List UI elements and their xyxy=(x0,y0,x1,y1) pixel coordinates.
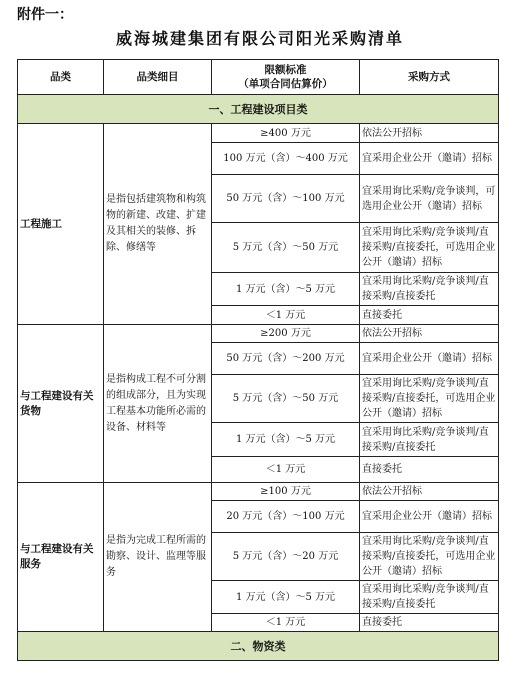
section-title: 一、工程建设项目类 xyxy=(18,95,499,124)
limit-cell: 5 万元（含）～50 万元 xyxy=(212,223,360,273)
category-cell: 与工程建设有关货物 xyxy=(18,325,104,483)
detail-cell: 是指构成工程不可分割的组成部分，且为实现工程基本功能所必需的设备、材料等 xyxy=(104,325,212,483)
limit-cell: 1 万元（含）～5 万元 xyxy=(212,273,360,306)
page-title: 威海城建集团有限公司阳光采购清单 xyxy=(115,29,404,48)
method-cell: 宜采用询比采购/竞争谈判/直接采购/直接委托，可选用企业公开（邀请）招标 xyxy=(360,223,499,273)
method-cell: 宜采用企业公开（邀请）招标 xyxy=(360,501,499,533)
method-cell: 宜采用询比采购/竞争谈判/直接采购/直接委托，可选用企业公开（邀请）招标 xyxy=(360,533,499,581)
method-cell: 直接委托 xyxy=(360,614,499,632)
method-cell: 宜采用企业公开（邀请）招标 xyxy=(360,143,499,175)
limit-cell: 5 万元（含）～20 万元 xyxy=(212,533,360,581)
section-title: 二、物资类 xyxy=(18,632,499,661)
method-cell: 宜采用询比采购/竞争谈判，可选用企业公开（邀请）招标 xyxy=(360,175,499,223)
method-cell: 直接委托 xyxy=(360,457,499,483)
category-cell: 工程施工 xyxy=(18,124,104,325)
limit-cell: 50 万元（含）～100 万元 xyxy=(212,175,360,223)
detail-cell: 是指为完成工程所需的勘察、设计、监理等服务 xyxy=(104,483,212,632)
method-cell: 宜采用询比采购/竞争谈判/直接采购/直接委托，可选用企业公开（邀请）招标 xyxy=(360,375,499,423)
method-cell: 依法公开招标 xyxy=(360,124,499,143)
detail-cell: 是指包括建筑物和构筑物的新建、改建、扩建及其相关的装修、拆除、修缮等 xyxy=(104,124,212,325)
section-row xyxy=(18,95,499,124)
method-cell: 宜采用询比采购/竞争谈判/直接采购/直接委托 xyxy=(360,423,499,457)
limit-cell: ≥100 万元 xyxy=(212,483,360,501)
table-row xyxy=(18,124,499,143)
limit-cell: 20 万元（含）～100 万元 xyxy=(212,501,360,533)
attachment-label: 附件一： xyxy=(17,7,73,23)
column-header-limit: 限额标准 （单项合同估算价） xyxy=(212,60,360,95)
limit-cell: ＜1 万元 xyxy=(212,457,360,483)
limit-cell: 100 万元（含）～400 万元 xyxy=(212,143,360,175)
method-cell: 依法公开招标 xyxy=(360,483,499,501)
limit-cell: 50 万元（含）～200 万元 xyxy=(212,343,360,375)
method-cell: 宜采用询比采购/竞争谈判/直接采购/直接委托 xyxy=(360,581,499,614)
column-header-category: 品类 xyxy=(18,60,104,95)
column-header-method: 采购方式 xyxy=(360,60,499,95)
table-row xyxy=(18,325,499,343)
limit-cell: 1 万元（含）～5 万元 xyxy=(212,581,360,614)
limit-cell: 5 万元（含）～50 万元 xyxy=(212,375,360,423)
method-cell: 宜采用询比采购/竞争谈判/直接采购/直接委托 xyxy=(360,273,499,306)
method-cell: 依法公开招标 xyxy=(360,325,499,343)
column-header-detail: 品类细目 xyxy=(104,60,212,95)
limit-cell: 1 万元（含）～5 万元 xyxy=(212,423,360,457)
limit-cell: ≥200 万元 xyxy=(212,325,360,343)
limit-cell: ＜1 万元 xyxy=(212,306,360,325)
category-cell: 与工程建设有关服务 xyxy=(18,483,104,632)
limit-cell: ＜1 万元 xyxy=(212,614,360,632)
section-row xyxy=(18,632,499,661)
limit-cell: ≥400 万元 xyxy=(212,124,360,143)
method-cell: 宜采用企业公开（邀请）招标 xyxy=(360,343,499,375)
procurement-table xyxy=(17,59,499,661)
table-row xyxy=(18,483,499,501)
table-header-row xyxy=(18,60,499,95)
method-cell: 直接委托 xyxy=(360,306,499,325)
